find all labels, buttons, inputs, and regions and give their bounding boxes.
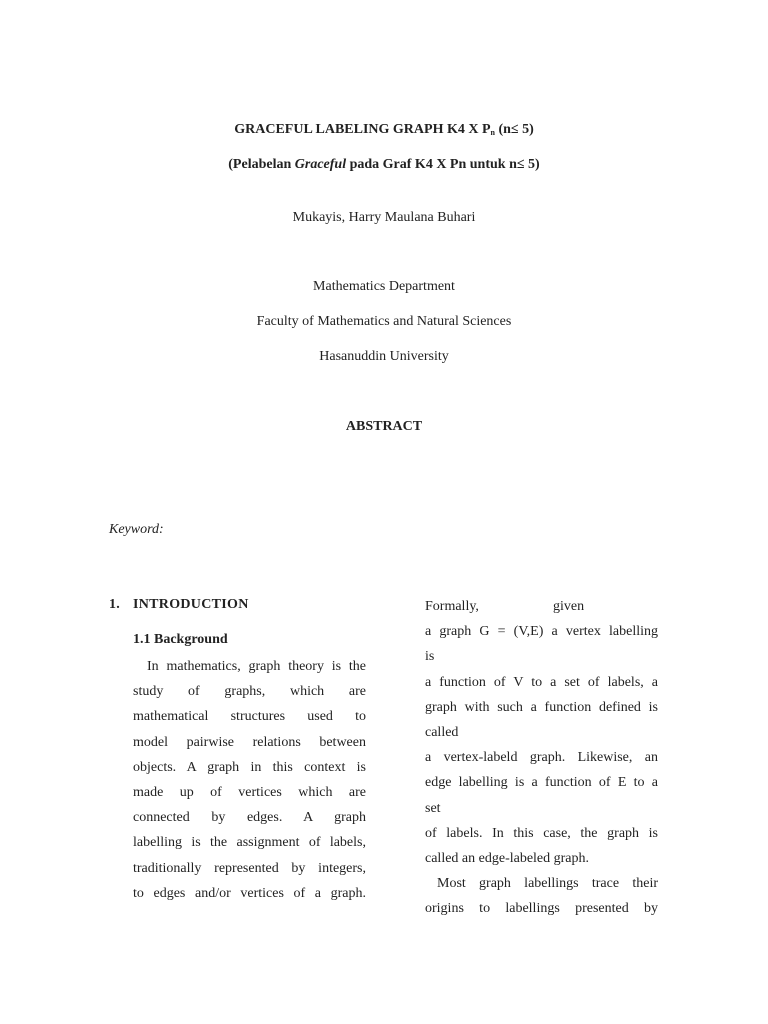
title-subscript-4: 4: [457, 122, 465, 137]
paragraph-line: labelling is the assignment of labels,: [133, 835, 366, 851]
left-column: [133, 654, 366, 906]
abstract-heading: ABSTRACT: [345, 419, 423, 434]
paragraph-line: origins to labellings presented by: [425, 901, 658, 917]
affiliation-department: Mathematics Department: [313, 279, 455, 294]
paragraph-line: edge labelling is a function of E to a: [425, 775, 658, 791]
paragraph-line: mathematical structures used to: [133, 709, 366, 725]
section-number: 1.: [109, 597, 121, 612]
paragraph-line: graph with such a function defined is: [425, 699, 658, 715]
paragraph-line: In mathematics, graph theory is the: [147, 659, 366, 674]
paragraph-line: to edges and/or vertices of a graph.: [133, 885, 366, 901]
right-column: [425, 594, 658, 921]
title-mid: X P: [464, 122, 491, 137]
title-tail: (n≤ 5): [494, 122, 534, 137]
paragraph-line: traditionally represented by integers,: [133, 860, 366, 876]
paragraph-line: a graph G = (V,E) a vertex labelling: [425, 624, 658, 640]
title-main: GRACEFUL LABELING GRAPH K: [234, 122, 458, 137]
paragraph-line: a vertex-labeld graph. Likewise, an: [425, 750, 658, 766]
paragraph-line: study of graphs, which are: [133, 684, 366, 700]
paragraph-line: connected by edges. A graph: [133, 810, 366, 826]
paragraph-line: made up of vertices which are: [133, 784, 366, 800]
title-subscript-n: n: [490, 128, 495, 137]
given-word: given: [553, 599, 585, 614]
formally-word: Formally,: [425, 599, 479, 614]
paragraph-line: called: [425, 724, 459, 740]
keyword-label: Keyword:: [109, 522, 164, 537]
subsection-heading: 1.1 Background: [133, 632, 228, 647]
paragraph-line: a function of V to a set of labels, a: [425, 674, 658, 690]
paragraph-line: Most graph labellings trace their: [437, 876, 658, 892]
authors: Mukayis, Harry Maulana Buhari: [292, 210, 476, 225]
paper-subtitle: [0, 156, 768, 174]
subtitle-italic: Graceful: [294, 157, 347, 172]
affiliation-faculty: Faculty of Mathematics and Natural Sciences: [256, 314, 512, 329]
paragraph-line: is: [425, 649, 435, 665]
section-title: INTRODUCTION: [133, 597, 249, 612]
subtitle-post: pada Graf K4 X Pn untuk n≤ 5): [346, 157, 540, 172]
section-heading: [109, 597, 249, 613]
subtitle-pre: (Pelabelan: [228, 157, 295, 172]
paragraph-line: [425, 594, 658, 619]
paragraph-line: objects. A graph in this context is: [133, 759, 366, 775]
paper-title: [0, 121, 768, 140]
affiliation-university: Hasanuddin University: [319, 349, 449, 364]
paragraph-line: of labels. In this case, the graph is: [425, 825, 658, 841]
paragraph-line: called an edge-labeled graph.: [425, 850, 590, 866]
paragraph-line: model pairwise relations between: [133, 734, 366, 750]
paragraph-line: set: [425, 800, 441, 816]
